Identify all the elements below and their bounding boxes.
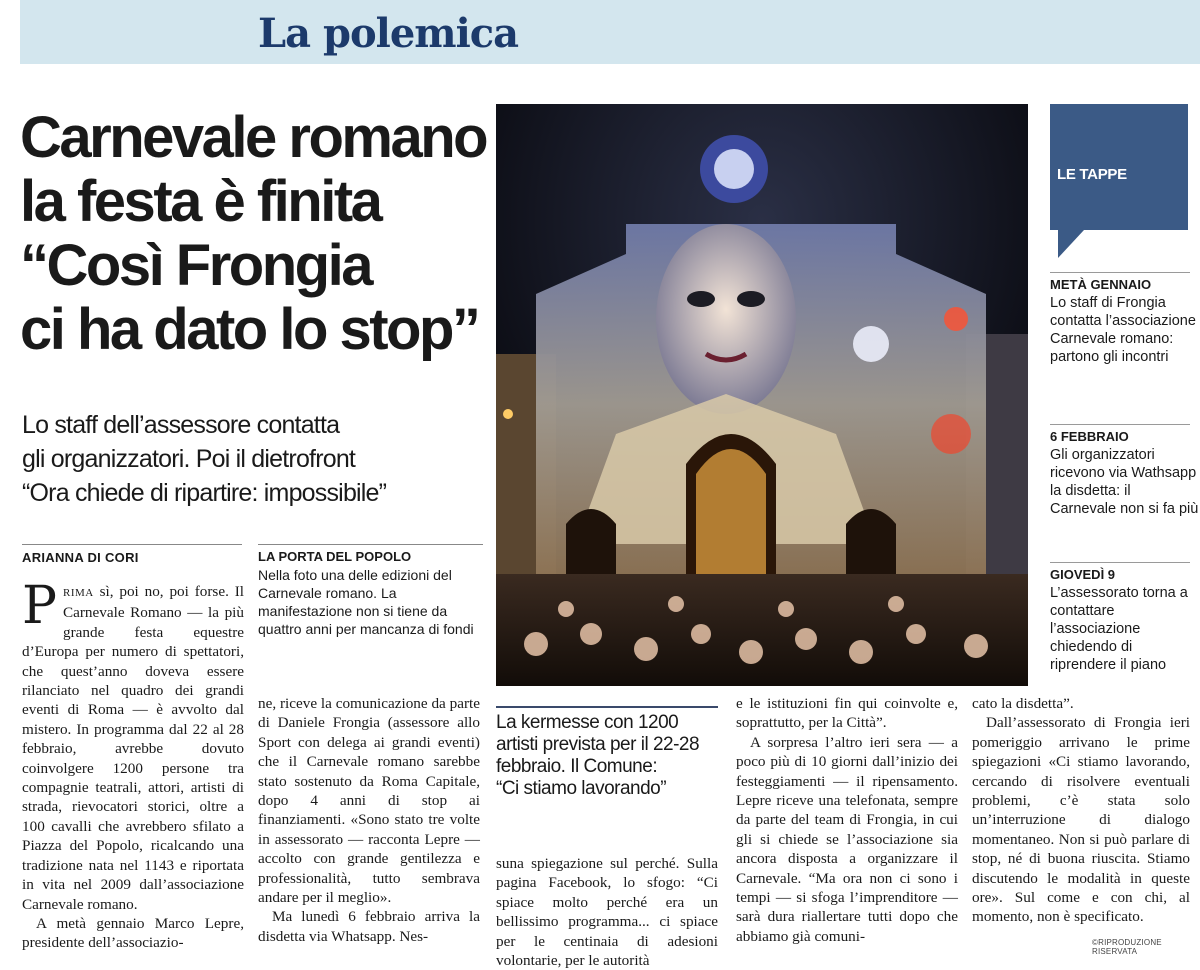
subhead-line: Lo staff dell’assessore contatta bbox=[22, 411, 340, 439]
body-column-5 bbox=[972, 694, 1190, 927]
paragraph: Dall’assessorato di Frongia ieri pomeriggio arrivano le prime spiegazioni «Ci stiamo lavorando, cercando di risolvere eventuali problemi, c’è stata solo un’interruzione di dialogo momentaneo. Non si può parlare di stop, né di buona riuscita. Stiamo discutendo le modalità in queste ore». Sul come e con chi, al momento, non è specificato. bbox=[972, 714, 1190, 926]
headline-line: ci ha dato lo stop” bbox=[20, 297, 479, 362]
paragraph: cato la disdetta”. bbox=[972, 695, 1074, 712]
photo-porta-del-popolo bbox=[496, 104, 1028, 686]
body-column-1 bbox=[22, 576, 244, 953]
sidebar-pointer bbox=[1058, 230, 1084, 258]
timeline-text: Lo staff di Frongia contatta l’associazione Carnevale romano: partono gli incontri bbox=[1050, 295, 1196, 365]
sidebar-rule bbox=[1050, 562, 1190, 563]
drop-cap: P bbox=[22, 576, 57, 636]
timeline-item bbox=[1050, 428, 1200, 518]
pull-quote-line: La kermesse con 1200 bbox=[496, 712, 679, 733]
sidebar-rule bbox=[1050, 424, 1190, 425]
timeline-text: L’assessorato torna a contattare l’associazione chiedendo di riprendere il piano bbox=[1050, 585, 1188, 673]
byline: ARIANNA DI CORI bbox=[22, 550, 139, 565]
headline bbox=[20, 106, 490, 362]
section-title: La polemica bbox=[258, 10, 519, 57]
paragraph: suna spiegazione sul perché. Sulla pagina Facebook, lo sfogo: “Ci spiace molto perché era un bellissimo programma... ci spiace per le centinaia di adesioni volontarie, per le autorità bbox=[496, 855, 718, 970]
timeline-item bbox=[1050, 276, 1200, 366]
sidebar-rule bbox=[1050, 272, 1190, 273]
timeline-item bbox=[1050, 566, 1200, 674]
pull-quote-line: febbraio. Il Comune: bbox=[496, 756, 658, 777]
timeline-date: GIOVEDÌ 9 bbox=[1050, 567, 1116, 582]
caption-rule bbox=[258, 544, 483, 545]
byline-rule bbox=[22, 544, 242, 545]
paragraph: ne, riceve la comunicazione da parte di Daniele Frongia (assessore allo Sport con delega ai grandi eventi) che il Carnevale romano sarebbe stato sostenuto da Roma Capitale, dopo 4 anni di stop ai finanziamenti. «Sono stato tre volte in assessorato — racconta Lepre — accolto con grande gentilezza e professionalità, tutto sembrava andare per il meglio». bbox=[258, 695, 480, 907]
subhead-line: “Ora chiede di ripartire: impossibile” bbox=[22, 479, 387, 507]
paragraph-text: sì, poi no, poi forse. Il Carnevale Romano — la più grande festa equestre d’Europa per numero di spettatori, che quest’anno doveva essere rilanciato nel quadro dei grandi eventi di Roma — è avvolto dal mistero. In programma dal 22 al 28 febbraio, avrebbe dovuto coinvolgere 1200 persone tra compagnie teatrali, attori, artisti di strada, rievocatori storici, oltre a 100 cavalli che avrebbero sfilato a Piazza del Popolo, ricalcando una tradizione nata nel 1143 e riportata in vita nel 2009 dall’associazione Carnevale romano. bbox=[22, 583, 244, 913]
headline-line: “Così Frongia bbox=[20, 233, 371, 298]
body-column-2 bbox=[258, 694, 480, 946]
pull-quote-line: artisti prevista per il 22-28 bbox=[496, 734, 700, 755]
sidebar-title: LE TAPPE bbox=[1057, 166, 1127, 183]
lead-in: RIMA bbox=[63, 587, 94, 599]
timeline-date: METÀ GENNAIO bbox=[1050, 277, 1152, 292]
timeline-date: 6 FEBBRAIO bbox=[1050, 429, 1129, 444]
copyright-notice: ©RIPRODUZIONE RISERVATA bbox=[1092, 938, 1162, 956]
paragraph: e le istituzioni fin qui coinvolte e, soprattutto, per la Città”. bbox=[736, 695, 958, 732]
paragraph: A sorpresa l’altro ieri sera — a poco più di 10 giorni dall’inizio dei festeggiamenti — il ripensamento. Lepre riceve una telefonata, sempre da parte del team di Frongia, in cui gli si chiede se l’associazione sia ancora disposta a organizzare il Carnevale. “Ma ora non ci sono i tempi — si sfoga l’imprenditore — sarà dura riallertare tutti dopo che abbiamo già comuni- bbox=[736, 733, 958, 945]
pull-quote-line: “Ci stiamo lavorando” bbox=[496, 778, 667, 799]
headline-line: la festa è finita bbox=[20, 169, 381, 234]
subhead-line: gli organizzatori. Poi il dietrofront bbox=[22, 445, 356, 473]
section-bar bbox=[20, 0, 1200, 64]
timeline-text: Gli organizzatori ricevono via Wathsapp la disdetta: il Carnevale non si fa più bbox=[1050, 447, 1199, 517]
subheadline bbox=[22, 408, 492, 510]
body-column-3 bbox=[496, 854, 718, 970]
paragraph bbox=[22, 576, 244, 914]
photo-illustration bbox=[496, 104, 1028, 686]
caption-text: Nella foto una delle edizioni del Carnevale romano. La manifestazione non si tiene da quattro anni per mancanza di fondi bbox=[258, 567, 474, 637]
pull-quote bbox=[496, 706, 718, 800]
paragraph: Ma lunedì 6 febbraio arriva la disdetta via Whatsapp. Nes- bbox=[258, 908, 480, 945]
caption-title: LA PORTA DEL POPOLO bbox=[258, 549, 412, 564]
sidebar-header bbox=[1050, 104, 1188, 230]
photo-caption bbox=[258, 548, 478, 638]
body-column-4 bbox=[736, 694, 958, 946]
paragraph: A metà gennaio Marco Lepre, presidente dell’associazio- bbox=[22, 914, 244, 952]
headline-line: Carnevale romano bbox=[20, 105, 487, 170]
